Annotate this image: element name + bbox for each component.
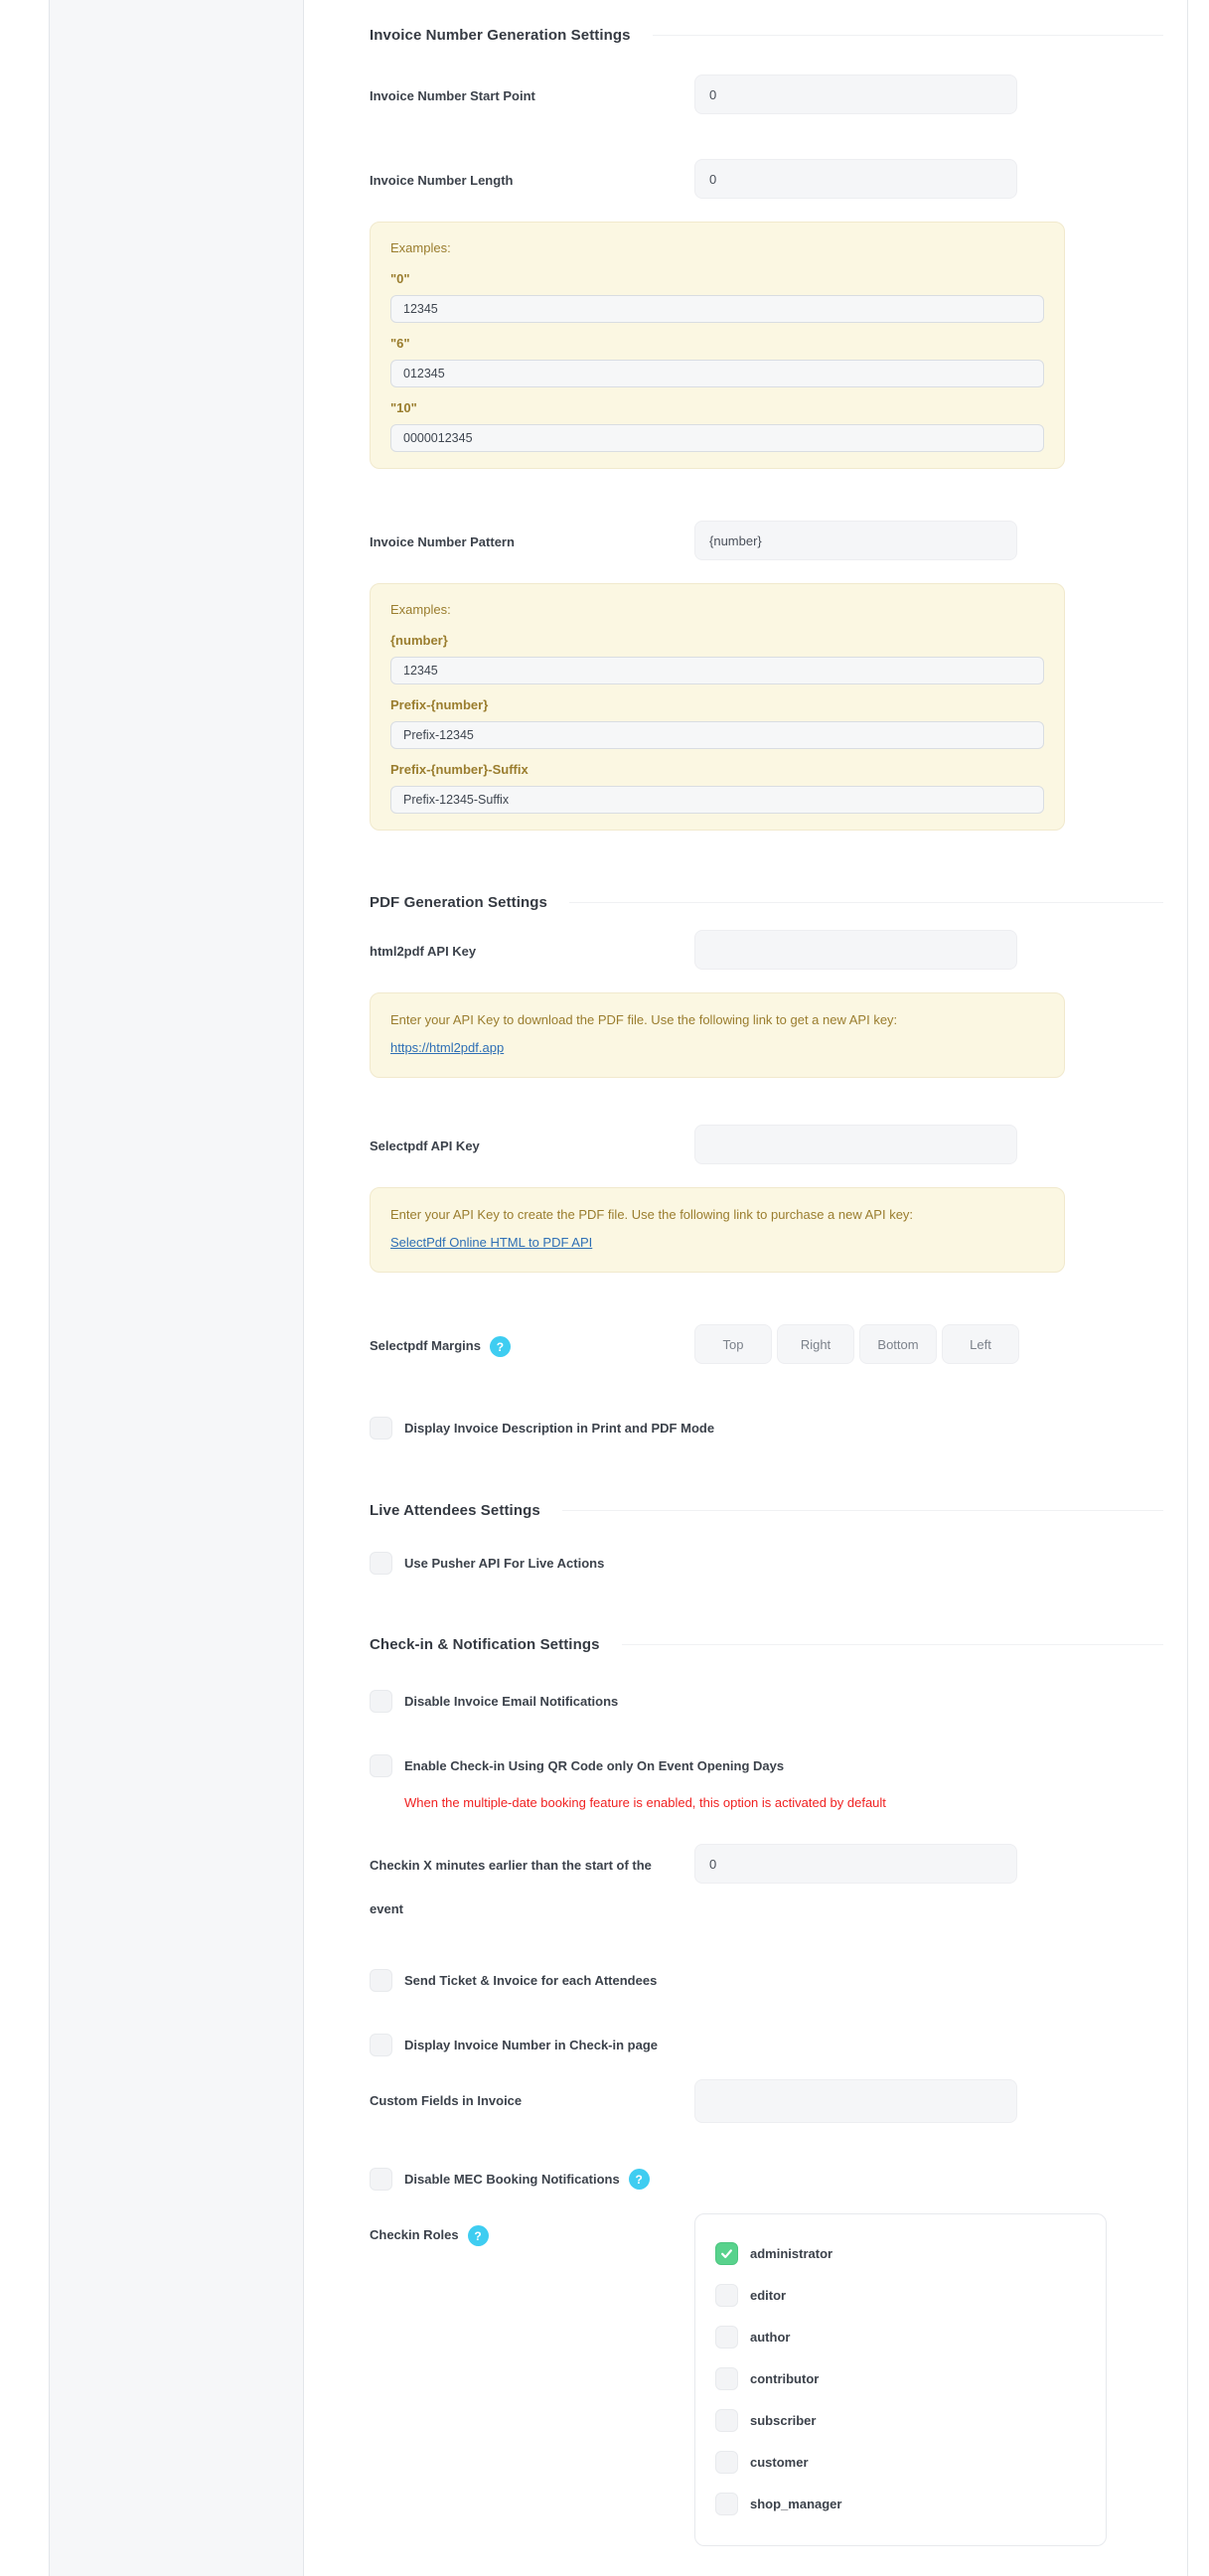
- role-label: administrator: [750, 2246, 833, 2261]
- examples-heading: Examples:: [390, 602, 451, 617]
- custom-fields-input[interactable]: [694, 2079, 1017, 2123]
- checkmark-icon: [719, 2246, 734, 2261]
- html2pdf-link[interactable]: https://html2pdf.app: [390, 1040, 505, 1055]
- example-value-input[interactable]: [390, 786, 1044, 814]
- role-author-checkbox[interactable]: [715, 2326, 738, 2349]
- section-invoice-number: [370, 27, 1163, 44]
- role-label: author: [750, 2330, 791, 2345]
- example-label: Prefix-{number}-Suffix: [390, 762, 529, 777]
- checkin-minutes-input[interactable]: [694, 1844, 1017, 1884]
- check-display-invoice-description: [370, 1417, 1163, 1440]
- qr-opening-days-checkbox[interactable]: [370, 1754, 392, 1777]
- role-label: editor: [750, 2288, 787, 2303]
- field-invoice-length: [370, 159, 1163, 203]
- field-label-text: Selectpdf Margins: [370, 1338, 481, 1353]
- section-checkin-notification: [370, 1636, 1163, 1653]
- field-label: html2pdf API Key: [370, 944, 477, 959]
- check-send-ticket-each: [370, 1969, 1163, 1992]
- disable-invoice-email-checkbox[interactable]: [370, 1690, 392, 1713]
- role-shop-manager-checkbox[interactable]: [715, 2493, 738, 2515]
- help-icon[interactable]: ?: [490, 1336, 511, 1357]
- field-html2pdf-key: [370, 930, 1163, 974]
- example-value-input[interactable]: [390, 657, 1044, 684]
- role-contributor-checkbox[interactable]: [715, 2367, 738, 2390]
- section-title: Live Attendees Settings: [370, 1502, 540, 1519]
- field-custom-fields: [370, 2079, 1163, 2123]
- example-label: "6": [390, 336, 410, 351]
- invoice-pattern-input[interactable]: [694, 521, 1017, 560]
- field-selectpdf-key: [370, 1125, 1163, 1168]
- use-pusher-checkbox[interactable]: [370, 1552, 392, 1575]
- check-qr-opening-days: [370, 1754, 1163, 1777]
- check-label: Disable Invoice Email Notifications: [404, 1694, 619, 1709]
- note-text: Enter your API Key to create the PDF file. Use the following link to purchase a new API key:: [390, 1207, 914, 1222]
- html2pdf-api-key-input[interactable]: [694, 930, 1017, 970]
- role-customer-checkbox[interactable]: [715, 2451, 738, 2474]
- field-invoice-pattern: [370, 521, 1163, 564]
- example-label: "0": [390, 271, 410, 286]
- selectpdf-api-key-input[interactable]: [694, 1125, 1017, 1164]
- role-administrator-checkbox[interactable]: [715, 2242, 738, 2265]
- examples-heading: Examples:: [390, 240, 451, 255]
- field-label: Invoice Number Start Point: [370, 88, 535, 103]
- check-label: Display Invoice Number in Check-in page: [404, 2038, 659, 2052]
- selectpdf-note-box: [370, 1187, 1065, 1273]
- check-disable-mec-notifications: [370, 2168, 1163, 2191]
- section-divider: [562, 1510, 1163, 1511]
- field-label: Checkin X minutes earlier than the start of the event: [370, 1858, 652, 1916]
- display-invoice-number-checkbox[interactable]: [370, 2034, 392, 2056]
- role-item-shop-manager: [715, 2493, 1082, 2515]
- field-label: Invoice Number Length: [370, 173, 514, 188]
- example-value-input[interactable]: [390, 721, 1044, 749]
- role-label: subscriber: [750, 2413, 817, 2428]
- example-label: {number}: [390, 633, 448, 648]
- field-invoice-start-point: [370, 75, 1163, 118]
- role-item-subscriber: [715, 2409, 1082, 2432]
- left-gutter: [0, 0, 49, 2576]
- field-checkin-minutes: [370, 1844, 1163, 1931]
- check-disable-invoice-email: [370, 1690, 1163, 1713]
- role-label: contributor: [750, 2371, 820, 2386]
- display-invoice-description-checkbox[interactable]: [370, 1417, 392, 1440]
- margins-inputs: [694, 1324, 1019, 1364]
- check-label: Display Invoice Description in Print and PDF Mode: [404, 1421, 715, 1436]
- check-display-invoice-number: [370, 2034, 1163, 2056]
- role-item-customer: [715, 2451, 1082, 2474]
- section-live-attendees: [370, 1502, 1163, 1519]
- check-use-pusher: [370, 1552, 1163, 1575]
- field-label: Invoice Number Pattern: [370, 534, 515, 549]
- selectpdf-link[interactable]: SelectPdf Online HTML to PDF API: [390, 1235, 593, 1250]
- role-item-contributor: [715, 2367, 1082, 2390]
- example-value-input[interactable]: [390, 360, 1044, 387]
- field-label: Custom Fields in Invoice: [370, 2093, 523, 2108]
- field-label: [370, 1324, 694, 1368]
- settings-content: [304, 0, 1188, 2576]
- pattern-examples-box: [370, 583, 1065, 831]
- example-value-input[interactable]: [390, 295, 1044, 323]
- send-ticket-each-checkbox[interactable]: [370, 1969, 392, 1992]
- section-divider: [653, 35, 1163, 36]
- checkin-roles-box: [694, 2213, 1107, 2546]
- margin-top-input[interactable]: [694, 1324, 772, 1364]
- note-text: Enter your API Key to download the PDF file. Use the following link to get a new API key:: [390, 1012, 898, 1027]
- section-title: Check-in & Notification Settings: [370, 1636, 600, 1653]
- field-label-text: Checkin Roles: [370, 2227, 459, 2242]
- help-icon[interactable]: ?: [629, 2169, 650, 2190]
- margin-left-input[interactable]: [942, 1324, 1019, 1364]
- check-label: Enable Check-in Using QR Code only On Event Opening Days: [404, 1758, 785, 1773]
- check-label: Disable MEC Booking Notifications: [404, 2172, 620, 2187]
- example-value-input[interactable]: [390, 424, 1044, 452]
- field-checkin-roles: [370, 2213, 1163, 2546]
- field-selectpdf-margins: [370, 1324, 1163, 1368]
- example-label: Prefix-{number}: [390, 697, 489, 712]
- help-icon[interactable]: ?: [468, 2225, 489, 2246]
- length-examples-box: [370, 222, 1065, 469]
- field-label: Selectpdf API Key: [370, 1138, 480, 1153]
- role-item-editor: [715, 2284, 1082, 2307]
- qr-opening-days-note: When the multiple-date booking feature is enabled, this option is activated by default: [404, 1795, 886, 1810]
- margin-bottom-input[interactable]: [859, 1324, 937, 1364]
- check-label: Use Pusher API For Live Actions: [404, 1556, 605, 1571]
- section-divider: [569, 902, 1163, 903]
- section-title: Invoice Number Generation Settings: [370, 27, 631, 44]
- role-label: shop_manager: [750, 2497, 842, 2511]
- section-pdf-generation: [370, 894, 1163, 911]
- role-label: customer: [750, 2455, 809, 2470]
- section-title: PDF Generation Settings: [370, 894, 547, 911]
- invoice-start-point-input[interactable]: [694, 75, 1017, 114]
- html2pdf-note-box: [370, 992, 1065, 1078]
- role-item-administrator: [715, 2242, 1082, 2265]
- field-label: [370, 2213, 694, 2257]
- disable-mec-notifications-checkbox[interactable]: [370, 2168, 392, 2191]
- section-divider: [622, 1644, 1163, 1645]
- margin-right-input[interactable]: [777, 1324, 854, 1364]
- role-item-author: [715, 2326, 1082, 2349]
- role-editor-checkbox[interactable]: [715, 2284, 738, 2307]
- example-label: "10": [390, 400, 417, 415]
- role-subscriber-checkbox[interactable]: [715, 2409, 738, 2432]
- check-label: Send Ticket & Invoice for each Attendees: [404, 1973, 658, 1988]
- settings-sidebar: [49, 0, 304, 2576]
- invoice-length-input[interactable]: [694, 159, 1017, 199]
